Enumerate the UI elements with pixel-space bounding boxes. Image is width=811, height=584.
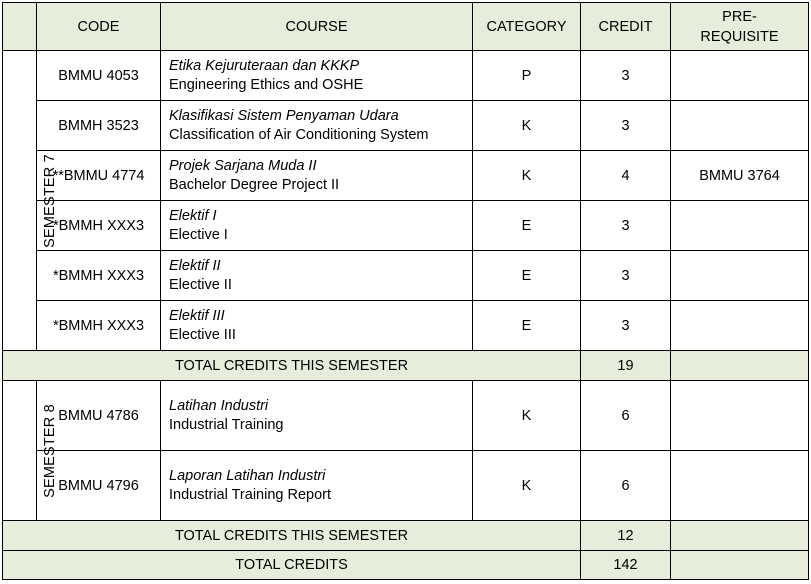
course-code: BMMU 4053 (37, 51, 161, 101)
course-credit: 3 (581, 201, 671, 251)
semester-total-value: 12 (581, 521, 671, 551)
course-credit: 3 (581, 301, 671, 351)
table-row (3, 101, 809, 151)
course-category: E (473, 301, 581, 351)
grand-total-value: 142 (581, 551, 671, 580)
course-code: *BMMH XXX3 (37, 251, 161, 301)
semester-total-value: 19 (581, 351, 671, 381)
course-prerequisite: BMMU 3764 (671, 151, 809, 201)
course-name-cell (161, 381, 473, 451)
semester-total-label: TOTAL CREDITS THIS SEMESTER (3, 521, 581, 551)
course-credit: 4 (581, 151, 671, 201)
table-row (3, 251, 809, 301)
course-name-cell (161, 51, 473, 101)
course-prerequisite (671, 251, 809, 301)
header-prerequisite-line1: PRE- (722, 8, 757, 25)
course-name-english: Industrial Training Report (169, 486, 331, 503)
course-prerequisite (671, 51, 809, 101)
course-name-cell (161, 301, 473, 351)
course-code: BMMU 4786 (37, 381, 161, 451)
course-code: *BMMH XXX3 (37, 301, 161, 351)
semester-total-blank (671, 521, 809, 551)
course-name-cell (161, 151, 473, 201)
semester-label-cell (3, 381, 58, 521)
course-name-english: Elective I (169, 226, 228, 243)
header-code: CODE (37, 3, 161, 51)
course-code: **BMMU 4774 (37, 151, 161, 201)
table-row (3, 201, 809, 251)
course-name-malay: Elektif I (169, 207, 217, 224)
course-code: BMMU 4796 (37, 451, 161, 521)
course-name-malay: Projek Sarjana Muda II (169, 157, 317, 174)
header-prerequisite (671, 3, 809, 51)
course-credit: 3 (581, 251, 671, 301)
course-category: P (473, 51, 581, 101)
semester-total-blank (671, 351, 809, 381)
course-code: BMMH 3523 (37, 101, 161, 151)
course-credit: 3 (581, 101, 671, 151)
header-credit: CREDIT (581, 3, 671, 51)
grand-total-blank (671, 551, 809, 580)
course-name-cell (161, 101, 473, 151)
course-name-malay: Elektif II (169, 257, 221, 274)
course-name-english: Engineering Ethics and OSHE (169, 76, 364, 93)
course-prerequisite (671, 301, 809, 351)
header-course: COURSE (161, 3, 473, 51)
course-credit: 6 (581, 451, 671, 521)
header-row (3, 3, 809, 51)
course-category: K (473, 151, 581, 201)
header-blank (3, 3, 37, 51)
semester-label-cell (3, 51, 58, 351)
course-name-malay: Laporan Latihan Industri (169, 467, 326, 484)
table-row (3, 51, 809, 101)
semester-total-label: TOTAL CREDITS THIS SEMESTER (3, 351, 581, 381)
course-structure-table (2, 2, 809, 580)
course-name-cell (161, 451, 473, 521)
semester-label: SEMESTER 8 (41, 403, 58, 498)
course-category: E (473, 251, 581, 301)
course-name-english: Classification of Air Conditioning System (169, 126, 429, 143)
course-category: K (473, 101, 581, 151)
course-name-cell (161, 251, 473, 301)
grand-total-label: TOTAL CREDITS (3, 551, 581, 580)
course-name-english: Elective II (169, 276, 232, 293)
course-credit: 6 (581, 381, 671, 451)
course-code: *BMMH XXX3 (37, 201, 161, 251)
course-name-malay: Elektif III (169, 307, 225, 324)
grand-total-row (3, 551, 809, 580)
table-row (3, 151, 809, 201)
course-prerequisite (671, 451, 809, 521)
course-category: K (473, 451, 581, 521)
course-prerequisite (671, 381, 809, 451)
course-credit: 3 (581, 51, 671, 101)
semester-total-row (3, 351, 809, 381)
course-name-malay: Klasifikasi Sistem Penyaman Udara (169, 107, 399, 124)
course-prerequisite (671, 101, 809, 151)
course-category: E (473, 201, 581, 251)
course-name-malay: Latihan Industri (169, 397, 269, 414)
semester-label: SEMESTER 7 (41, 153, 58, 248)
course-name-cell (161, 201, 473, 251)
table-row (3, 381, 809, 451)
course-name-english: Industrial Training (169, 416, 284, 433)
course-name-malay: Etika Kejuruteraan dan KKKP (169, 57, 360, 74)
header-prerequisite-line2: REQUISITE (700, 28, 779, 45)
course-prerequisite (671, 201, 809, 251)
header-category: CATEGORY (473, 3, 581, 51)
course-name-english: Elective III (169, 326, 236, 343)
table-row (3, 451, 809, 521)
course-name-english: Bachelor Degree Project II (169, 176, 340, 193)
course-category: K (473, 381, 581, 451)
semester-total-row (3, 521, 809, 551)
table-row (3, 301, 809, 351)
